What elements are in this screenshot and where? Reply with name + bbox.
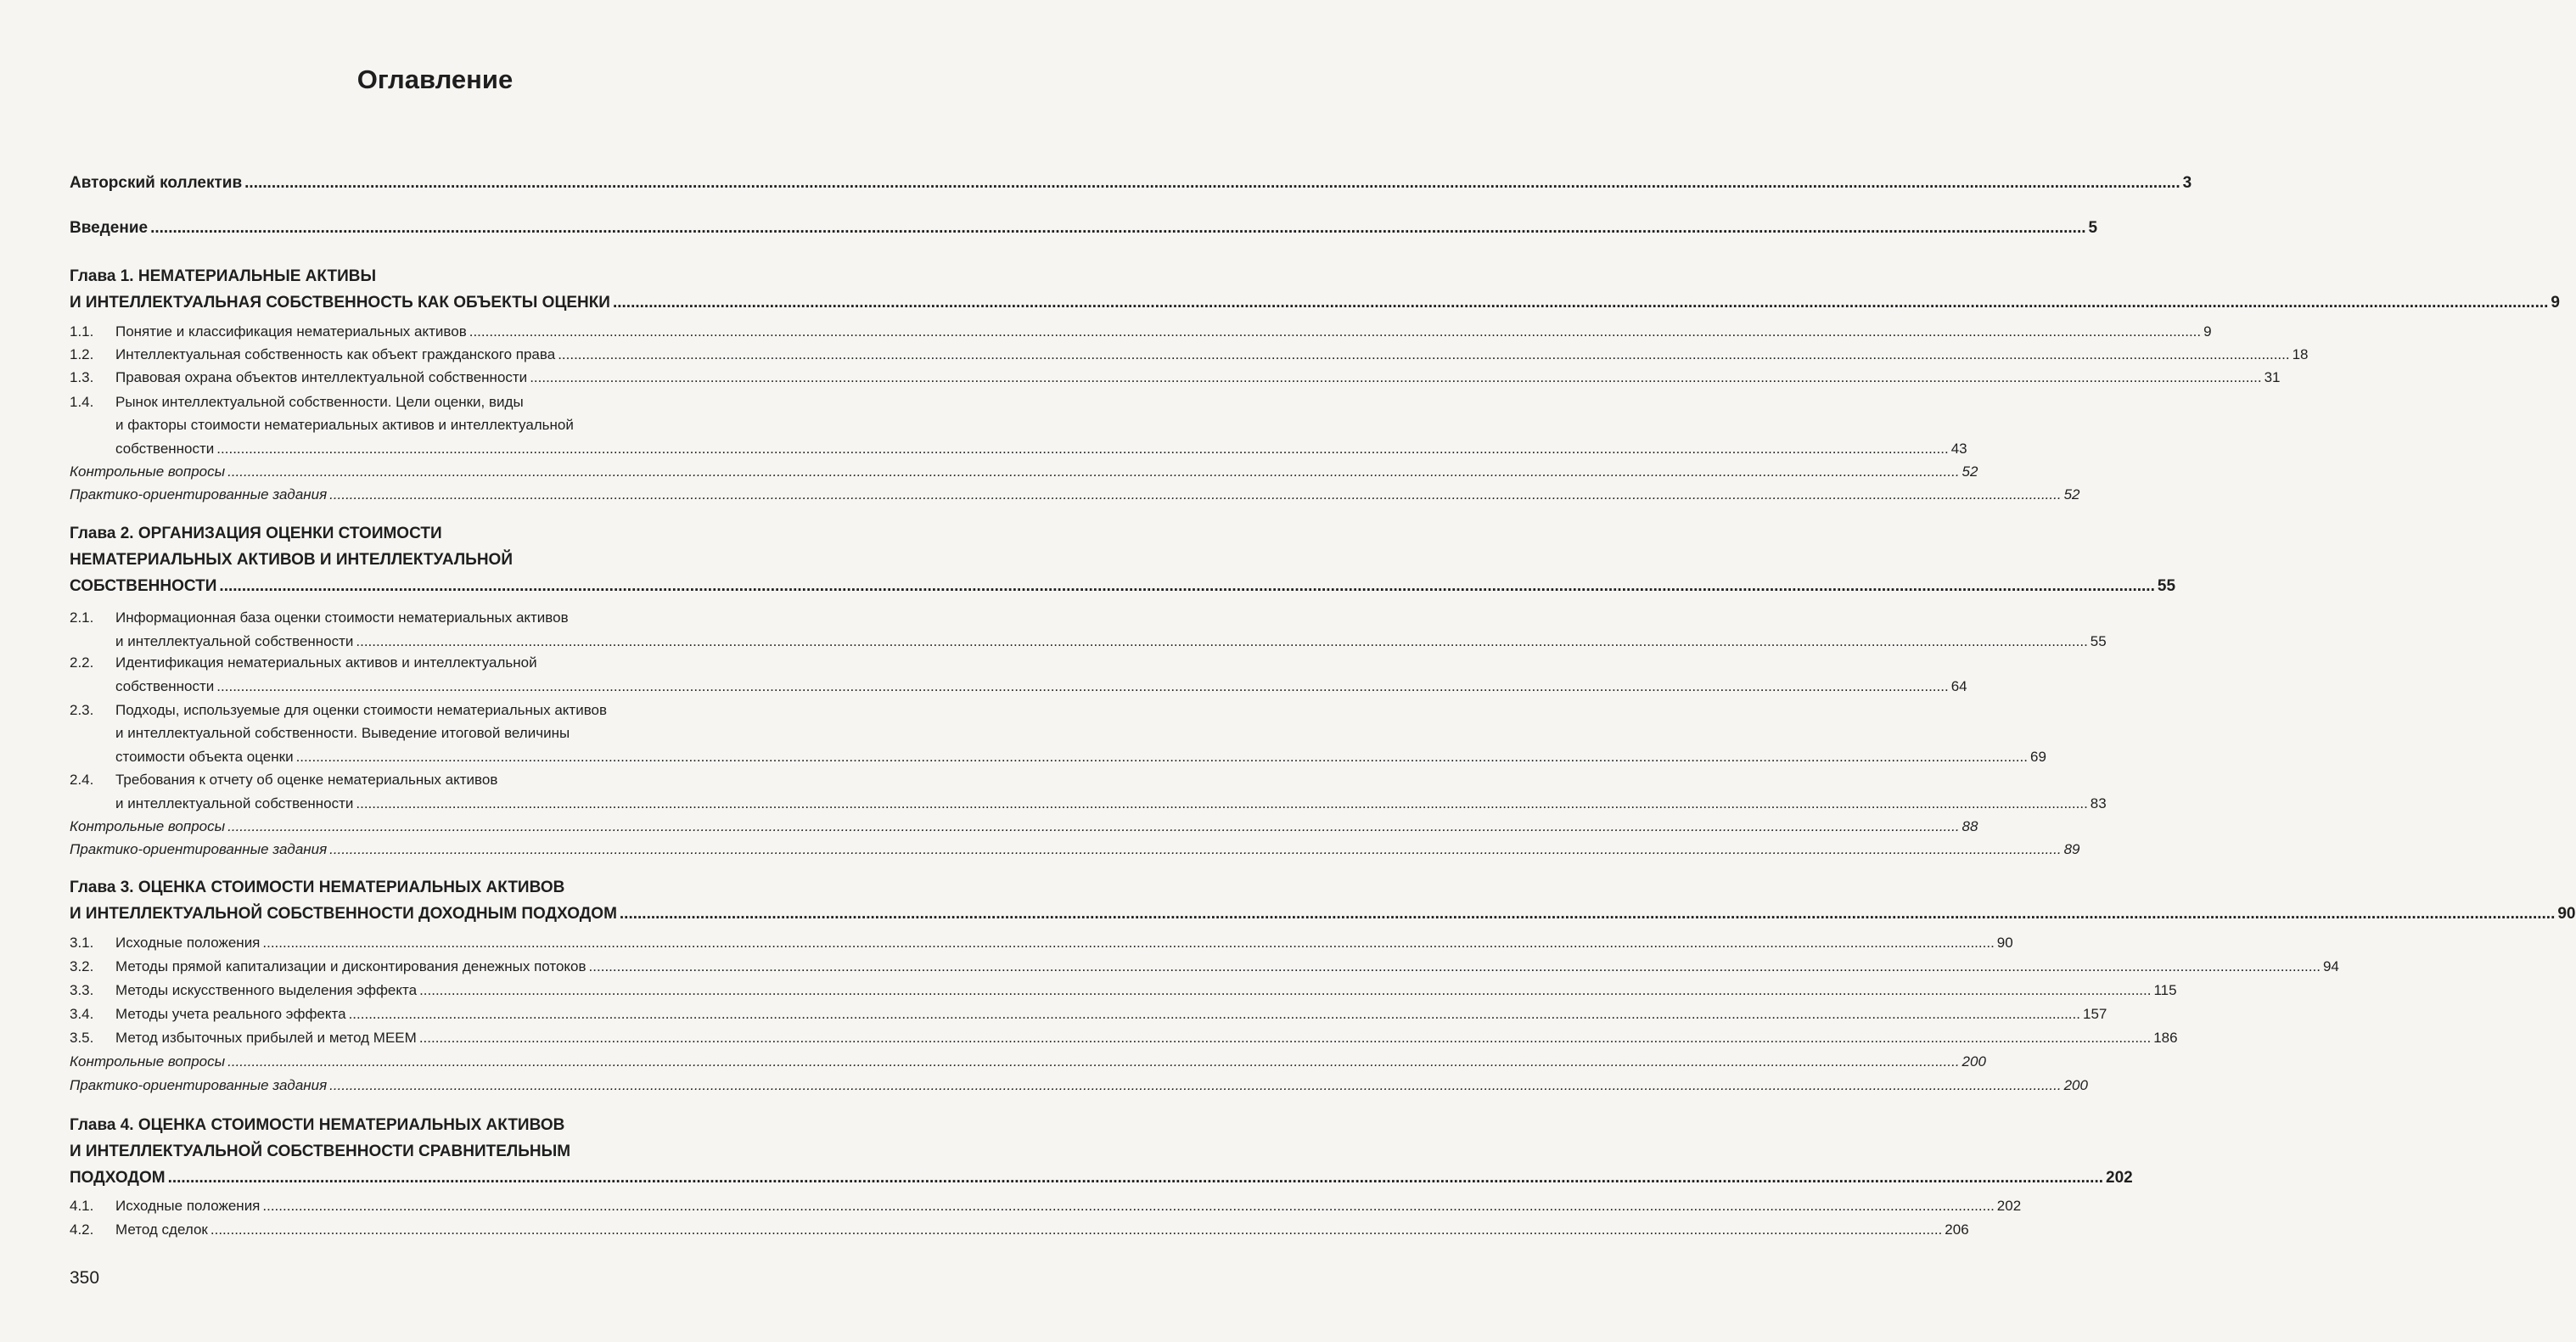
dot-leader <box>613 294 2548 312</box>
toc-entry-title: Исходные положения <box>115 934 261 951</box>
dot-leader <box>329 486 2061 503</box>
toc-entry-title: Контрольные вопросы <box>70 817 226 834</box>
toc-section-extra <box>70 1050 1986 1074</box>
toc-entry-title: собственности <box>115 677 215 694</box>
dot-leader <box>329 841 2061 857</box>
dot-leader <box>530 369 2261 385</box>
toc-entry-title: и интеллектуальной собственности <box>115 795 354 811</box>
toc-entry-title: Рынок интеллектуальной собственности. Цели оценки, виды <box>115 393 524 410</box>
toc-entry-title: ПОДХОДОМ <box>70 1169 166 1187</box>
toc-page-ref: 206 <box>1945 1221 1969 1238</box>
toc-entry-number: 3.3. <box>70 981 94 998</box>
dot-leader <box>620 905 2555 923</box>
toc-entry-number: 2.2. <box>70 654 94 671</box>
dot-leader <box>296 749 2028 765</box>
toc-entry-title: Идентификация нематериальных активов и интеллектуальной <box>115 654 537 671</box>
toc-page-ref: 9 <box>2551 294 2560 312</box>
toc-entry <box>70 651 1967 698</box>
dot-leader <box>349 1006 2080 1022</box>
dot-leader <box>150 219 2085 237</box>
toc-entry-number: 4.2. <box>70 1221 94 1238</box>
toc-page-ref: 5 <box>2088 219 2098 237</box>
toc-page-ref: 18 <box>2292 345 2309 362</box>
toc-page-ref: 90 <box>2557 905 2576 923</box>
dot-leader <box>168 1169 2103 1187</box>
toc-chapter-heading <box>70 263 2560 316</box>
toc-entry-title: Методы прямой капитализации и дисконтирования денежных потоков <box>115 957 586 974</box>
toc-page-ref: 9 <box>2203 323 2212 340</box>
toc-entry <box>70 1002 2107 1026</box>
dot-leader <box>244 174 2180 192</box>
dot-leader <box>356 633 2087 649</box>
toc-page-ref: 3 <box>2182 174 2192 192</box>
toc-entry <box>70 1218 1969 1242</box>
toc-entry <box>70 320 2212 344</box>
toc-entry-title: Подходы, используемые для оценки стоимости нематериальных активов <box>115 701 608 718</box>
toc-entry-title: Глава 4. ОЦЕНКА СТОИМОСТИ НЕМАТЕРИАЛЬНЫХ АКТИВОВ <box>70 1116 565 1134</box>
dot-leader <box>589 958 2321 974</box>
toc-chapter-heading <box>70 520 2176 599</box>
dot-leader <box>262 935 1994 951</box>
toc-entry-number: 1.4. <box>70 393 94 410</box>
toc-entry-title: Практико-ориентированные задания <box>70 486 328 503</box>
toc-entry-title: Информационная база оценки стоимости нематериальных активов <box>115 609 569 626</box>
toc-entry-title: и интеллектуальной собственности <box>115 632 354 649</box>
toc-entry-title: и интеллектуальной собственности. Выведение итоговой величины <box>115 725 570 741</box>
toc-page-ref: 83 <box>2090 795 2107 811</box>
toc-page-ref: 157 <box>2082 1005 2107 1022</box>
toc-page-ref: 186 <box>2153 1029 2178 1046</box>
toc-entry-title: Практико-ориентированные задания <box>70 1076 328 1093</box>
toc-entry-title: Понятие и классификация нематериальных активов <box>115 323 467 340</box>
toc-entry-number: 1.1. <box>70 323 94 340</box>
dot-leader <box>329 1077 2061 1093</box>
toc-entry-title: Метод сделок <box>115 1221 208 1238</box>
toc-entry <box>70 979 2177 1002</box>
toc-page-ref: 64 <box>1950 677 1967 694</box>
toc-entry-number: 3.1. <box>70 934 94 951</box>
toc-page-ref: 52 <box>1961 463 1978 480</box>
toc-chapter-heading <box>70 170 2192 196</box>
toc-section-extra <box>70 838 2080 862</box>
toc-entry-title: НЕМАТЕРИАЛЬНЫХ АКТИВОВ И ИНТЕЛЛЕКТУАЛЬНОЙ <box>70 551 513 569</box>
toc-entry <box>70 343 2309 367</box>
toc-entry <box>70 699 2046 769</box>
dot-leader <box>210 1221 1942 1238</box>
toc-entry <box>70 1026 2178 1050</box>
toc-entry-title: и факторы стоимости нематериальных активов и интеллектуальной <box>115 417 574 433</box>
toc-entry-title: Авторский коллектив <box>70 174 243 192</box>
toc-page-ref: 94 <box>2322 957 2339 974</box>
toc-page-ref: 202 <box>1996 1197 2022 1214</box>
toc-entry-title: И ИНТЕЛЛЕКТУАЛЬНОЙ СОБСТВЕННОСТИ ДОХОДНЫМ ПОДХОДОМ <box>70 905 617 923</box>
toc-page-ref: 200 <box>2063 1076 2088 1093</box>
toc-entry-title: Методы искусственного выделения эффекта <box>115 981 418 998</box>
toc-entry-title: Контрольные вопросы <box>70 1053 226 1070</box>
toc-entry-title: Исходные положения <box>115 1197 261 1214</box>
toc-page-ref: 55 <box>2090 632 2107 649</box>
toc-entry-title: Метод избыточных прибылей и метод МЕЕМ <box>115 1029 417 1046</box>
toc-page-ref: 52 <box>2063 486 2080 503</box>
toc-entry-title: Методы учета реального эффекта <box>115 1005 346 1022</box>
dot-leader <box>227 1053 1959 1070</box>
toc-entry-title: стоимости объекта оценки <box>115 748 294 765</box>
toc-entry-title: Глава 2. ОРГАНИЗАЦИЯ ОЦЕНКИ СТОИМОСТИ <box>70 525 442 542</box>
toc-section-extra <box>70 815 1978 839</box>
toc-entry <box>70 366 2281 390</box>
toc-entry-number: 2.4. <box>70 772 94 788</box>
toc-page-ref: 200 <box>1961 1053 1986 1070</box>
toc-chapter-heading <box>70 1112 2133 1191</box>
toc-section-extra <box>70 460 1978 484</box>
toc-entry-number: 1.2. <box>70 345 94 362</box>
toc-entry-title: И ИНТЕЛЛЕКТУАЛЬНАЯ СОБСТВЕННОСТЬ КАК ОБЪЕКТЫ ОЦЕНКИ <box>70 294 610 312</box>
page-title: Оглавление <box>356 65 514 94</box>
toc-entry-title: Практико-ориентированные задания <box>70 840 328 857</box>
toc-page-ref: 43 <box>1950 440 1967 457</box>
dot-leader <box>469 323 2201 340</box>
toc-entry-title: Глава 1. НЕМАТЕРИАЛЬНЫЕ АКТИВЫ <box>70 267 377 285</box>
toc-entry-number: 3.4. <box>70 1005 94 1022</box>
toc-chapter-heading <box>70 215 2098 241</box>
toc-entry-number: 2.1. <box>70 609 94 626</box>
toc-page-ref: 88 <box>1961 817 1978 834</box>
toc-entry <box>70 931 2013 955</box>
toc-chapter-heading <box>70 874 2576 927</box>
toc-entry <box>70 390 1967 461</box>
toc-entry-title: Интеллектуальная собственность как объект гражданского права <box>115 345 556 362</box>
dot-leader <box>227 463 1959 480</box>
toc-entry-number: 2.3. <box>70 701 94 718</box>
toc-entry-title: Глава 3. ОЦЕНКА СТОИМОСТИ НЕМАТЕРИАЛЬНЫХ АКТИВОВ <box>70 879 565 896</box>
toc-section-extra <box>70 483 2080 507</box>
toc-entry-title: Требования к отчету об оценке нематериальных активов <box>115 772 498 788</box>
toc-entry-number: 4.1. <box>70 1197 94 1214</box>
toc-entry-title: собственности <box>115 440 215 457</box>
toc-entry <box>70 768 2107 815</box>
dot-leader <box>216 678 1948 694</box>
toc-page-ref: 115 <box>2153 981 2177 998</box>
dot-leader <box>219 577 2154 595</box>
toc-entry-number: 1.3. <box>70 368 94 385</box>
toc-page-ref: 89 <box>2063 840 2080 857</box>
toc-entry-title: И ИНТЕЛЛЕКТУАЛЬНОЙ СОБСТВЕННОСТИ СРАВНИТЕЛЬНЫМ <box>70 1143 571 1160</box>
toc-entry-number: 3.2. <box>70 957 94 974</box>
toc-section-extra <box>70 1074 2088 1098</box>
toc-entry <box>70 1194 2022 1218</box>
dot-leader <box>419 1030 2151 1046</box>
toc-entry-title: Правовая охрана объектов интеллектуальной собственности <box>115 368 528 385</box>
toc-page-ref: 202 <box>2106 1169 2133 1187</box>
toc-page-ref: 55 <box>2157 577 2176 595</box>
toc-entry-title: СОБСТВЕННОСТИ <box>70 577 217 595</box>
toc-entry-number: 3.5. <box>70 1029 94 1046</box>
page-number: 350 <box>70 1268 100 1288</box>
toc-page-ref: 90 <box>1996 934 2013 951</box>
toc-entry <box>70 955 2339 979</box>
dot-leader <box>216 441 1948 457</box>
dot-leader <box>262 1198 1994 1214</box>
dot-leader <box>419 982 2151 998</box>
toc-entry-title: Контрольные вопросы <box>70 463 226 480</box>
toc-entry-title: Введение <box>70 219 149 237</box>
toc-page-ref: 69 <box>2029 748 2046 765</box>
dot-leader <box>558 346 2289 362</box>
dot-leader <box>356 795 2087 811</box>
toc-page-ref: 31 <box>2264 368 2281 385</box>
toc-entry <box>70 606 2107 653</box>
dot-leader <box>227 818 1959 834</box>
